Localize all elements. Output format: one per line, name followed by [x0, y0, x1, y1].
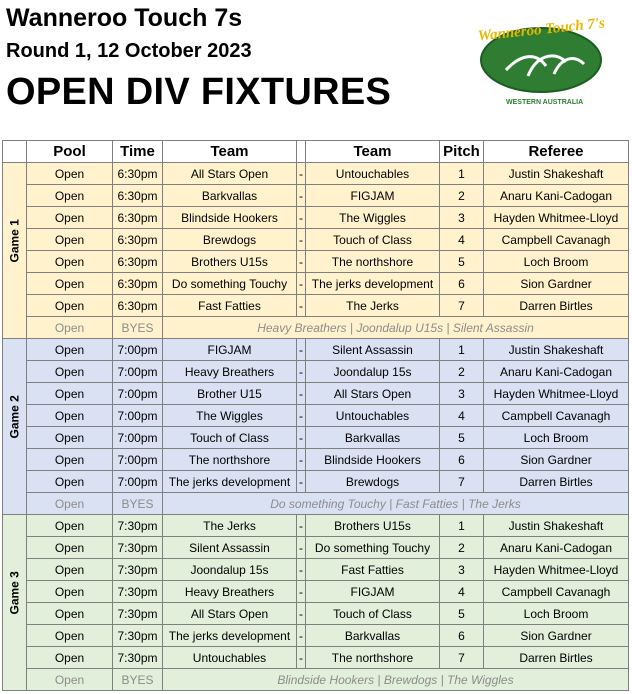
home-team-cell: All Stars Open: [163, 163, 297, 185]
home-team-cell: All Stars Open: [163, 603, 297, 625]
bye-row: [3, 669, 629, 691]
game-label-text: Game 1: [7, 218, 22, 262]
game-label-text: Game 2: [7, 394, 22, 438]
referee-cell: Loch Broom: [484, 603, 629, 625]
pitch-cell: 1: [440, 515, 484, 537]
table-row: [3, 383, 629, 405]
table-row: [3, 273, 629, 295]
home-team-cell: Do something Touchy: [163, 273, 297, 295]
header-corner: [3, 141, 27, 163]
bye-row: [3, 493, 629, 515]
away-team-cell: Brothers U15s: [306, 515, 440, 537]
table-row: [3, 647, 629, 669]
pool-cell: Open: [27, 559, 113, 581]
col-time: Time: [113, 141, 163, 163]
col-pitch: Pitch: [440, 141, 484, 163]
pitch-cell: 4: [440, 229, 484, 251]
bye-teams: Heavy Breathers | Joondalup U15s | Silent Assassin: [163, 317, 629, 339]
referee-cell: Sion Gardner: [484, 273, 629, 295]
table-row: [3, 207, 629, 229]
referee-cell: Darren Birtles: [484, 295, 629, 317]
pitch-cell: 3: [440, 383, 484, 405]
table-row: [3, 427, 629, 449]
home-team-cell: Silent Assassin: [163, 537, 297, 559]
table-row: [3, 515, 629, 537]
vs-separator: -: [297, 647, 306, 669]
time-cell: 7:30pm: [113, 515, 163, 537]
pool-cell: Open: [27, 537, 113, 559]
home-team-cell: Joondalup 15s: [163, 559, 297, 581]
away-team-cell: The northshore: [306, 251, 440, 273]
pool-cell: Open: [27, 625, 113, 647]
time-cell: 6:30pm: [113, 207, 163, 229]
home-team-cell: Blindside Hookers: [163, 207, 297, 229]
away-team-cell: Blindside Hookers: [306, 449, 440, 471]
col-pool: Pool: [27, 141, 113, 163]
home-team-cell: Barkvallas: [163, 185, 297, 207]
vs-separator: -: [297, 251, 306, 273]
pool-cell: Open: [27, 471, 113, 493]
logo-text-bottom: WESTERN AUSTRALIA: [506, 99, 584, 106]
home-team-cell: The northshore: [163, 449, 297, 471]
home-team-cell: The Jerks: [163, 515, 297, 537]
away-team-cell: Fast Fatties: [306, 559, 440, 581]
time-cell: 7:00pm: [113, 361, 163, 383]
pool-cell: Open: [27, 317, 113, 339]
time-cell: 6:30pm: [113, 185, 163, 207]
pool-cell: Open: [27, 251, 113, 273]
division-heading: OPEN DIV FIXTURES: [6, 71, 392, 113]
vs-separator: -: [297, 471, 306, 493]
time-cell: 6:30pm: [113, 163, 163, 185]
pitch-cell: 2: [440, 537, 484, 559]
referee-cell: Sion Gardner: [484, 625, 629, 647]
bye-row: [3, 317, 629, 339]
pool-cell: Open: [27, 185, 113, 207]
vs-separator: -: [297, 515, 306, 537]
pitch-cell: 6: [440, 273, 484, 295]
away-team-cell: Joondalup 15s: [306, 361, 440, 383]
pool-cell: Open: [27, 515, 113, 537]
table-row: [3, 559, 629, 581]
vs-separator: -: [297, 383, 306, 405]
col-referee: Referee: [484, 141, 629, 163]
pitch-cell: 5: [440, 427, 484, 449]
header-row: [3, 141, 629, 163]
pool-cell: Open: [27, 229, 113, 251]
pool-cell: Open: [27, 295, 113, 317]
referee-cell: Darren Birtles: [484, 471, 629, 493]
away-team-cell: Touch of Class: [306, 603, 440, 625]
vs-separator: -: [297, 405, 306, 427]
home-team-cell: The jerks development: [163, 625, 297, 647]
byes-label: BYES: [113, 317, 163, 339]
pitch-cell: 2: [440, 361, 484, 383]
vs-separator: -: [297, 559, 306, 581]
referee-cell: Sion Gardner: [484, 449, 629, 471]
home-team-cell: Brothers U15s: [163, 251, 297, 273]
pitch-cell: 7: [440, 471, 484, 493]
time-cell: 7:30pm: [113, 559, 163, 581]
pool-cell: Open: [27, 647, 113, 669]
table-row: [3, 185, 629, 207]
table-row: [3, 625, 629, 647]
away-team-cell: Barkvallas: [306, 625, 440, 647]
time-cell: 6:30pm: [113, 229, 163, 251]
pool-cell: Open: [27, 449, 113, 471]
time-cell: 7:30pm: [113, 625, 163, 647]
table-row: [3, 361, 629, 383]
pool-cell: Open: [27, 273, 113, 295]
home-team-cell: Heavy Breathers: [163, 581, 297, 603]
away-team-cell: FIGJAM: [306, 185, 440, 207]
pool-cell: Open: [27, 405, 113, 427]
pool-cell: Open: [27, 427, 113, 449]
away-team-cell: Do something Touchy: [306, 537, 440, 559]
home-team-cell: Heavy Breathers: [163, 361, 297, 383]
pool-cell: Open: [27, 581, 113, 603]
home-team-cell: Brother U15: [163, 383, 297, 405]
col-team-away: Team: [306, 141, 440, 163]
time-cell: 6:30pm: [113, 273, 163, 295]
pitch-cell: 1: [440, 339, 484, 361]
home-team-cell: FIGJAM: [163, 339, 297, 361]
byes-label: BYES: [113, 493, 163, 515]
time-cell: 7:00pm: [113, 383, 163, 405]
bye-teams: Blindside Hookers | Brewdogs | The Wiggles: [163, 669, 629, 691]
table-row: [3, 449, 629, 471]
vs-separator: -: [297, 207, 306, 229]
game-label: [3, 163, 27, 339]
vs-separator: -: [297, 273, 306, 295]
referee-cell: Darren Birtles: [484, 647, 629, 669]
pitch-cell: 6: [440, 625, 484, 647]
pitch-cell: 5: [440, 603, 484, 625]
pitch-cell: 7: [440, 295, 484, 317]
time-cell: 7:30pm: [113, 603, 163, 625]
logo-text-top: Wanneroo Touch 7's: [477, 15, 606, 45]
referee-cell: Justin Shakeshaft: [484, 339, 629, 361]
pool-cell: Open: [27, 207, 113, 229]
table-row: [3, 537, 629, 559]
table-row: [3, 251, 629, 273]
pool-cell: Open: [27, 339, 113, 361]
pool-cell: Open: [27, 383, 113, 405]
vs-separator: -: [297, 449, 306, 471]
pitch-cell: 1: [440, 163, 484, 185]
vs-separator: -: [297, 163, 306, 185]
home-team-cell: The Wiggles: [163, 405, 297, 427]
page-title: Wanneroo Touch 7s: [6, 4, 243, 32]
game-label: [3, 339, 27, 515]
pitch-cell: 4: [440, 405, 484, 427]
byes-label: BYES: [113, 669, 163, 691]
pool-cell: Open: [27, 361, 113, 383]
referee-cell: Anaru Kani-Cadogan: [484, 537, 629, 559]
away-team-cell: The jerks development: [306, 273, 440, 295]
time-cell: 7:00pm: [113, 427, 163, 449]
time-cell: 7:30pm: [113, 581, 163, 603]
away-team-cell: FIGJAM: [306, 581, 440, 603]
time-cell: 7:00pm: [113, 405, 163, 427]
time-cell: 7:30pm: [113, 537, 163, 559]
pitch-cell: 4: [440, 581, 484, 603]
col-team-home: Team: [163, 141, 297, 163]
vs-separator: -: [297, 537, 306, 559]
away-team-cell: Brewdogs: [306, 471, 440, 493]
vs-separator: -: [297, 603, 306, 625]
referee-cell: Anaru Kani-Cadogan: [484, 185, 629, 207]
referee-cell: Loch Broom: [484, 251, 629, 273]
referee-cell: Campbell Cavanagh: [484, 229, 629, 251]
referee-cell: Hayden Whitmee-Lloyd: [484, 207, 629, 229]
pitch-cell: 5: [440, 251, 484, 273]
pitch-cell: 3: [440, 559, 484, 581]
referee-cell: Campbell Cavanagh: [484, 581, 629, 603]
time-cell: 7:00pm: [113, 471, 163, 493]
away-team-cell: The Wiggles: [306, 207, 440, 229]
pool-cell: Open: [27, 669, 113, 691]
time-cell: 7:00pm: [113, 449, 163, 471]
away-team-cell: Untouchables: [306, 405, 440, 427]
home-team-cell: Touch of Class: [163, 427, 297, 449]
table-row: [3, 471, 629, 493]
col-separator: [297, 141, 306, 163]
table-row: [3, 295, 629, 317]
pitch-cell: 7: [440, 647, 484, 669]
vs-separator: -: [297, 229, 306, 251]
pitch-cell: 2: [440, 185, 484, 207]
home-team-cell: Fast Fatties: [163, 295, 297, 317]
home-team-cell: Brewdogs: [163, 229, 297, 251]
home-team-cell: Untouchables: [163, 647, 297, 669]
referee-cell: Hayden Whitmee-Lloyd: [484, 383, 629, 405]
home-team-cell: The jerks development: [163, 471, 297, 493]
time-cell: 7:00pm: [113, 339, 163, 361]
time-cell: 6:30pm: [113, 251, 163, 273]
table-row: [3, 581, 629, 603]
referee-cell: Justin Shakeshaft: [484, 163, 629, 185]
bye-teams: Do something Touchy | Fast Fatties | The Jerks: [163, 493, 629, 515]
away-team-cell: Touch of Class: [306, 229, 440, 251]
game-label: [3, 515, 27, 691]
away-team-cell: Untouchables: [306, 163, 440, 185]
fixtures-table: [2, 140, 629, 691]
referee-cell: Justin Shakeshaft: [484, 515, 629, 537]
vs-separator: -: [297, 185, 306, 207]
vs-separator: -: [297, 581, 306, 603]
away-team-cell: All Stars Open: [306, 383, 440, 405]
vs-separator: -: [297, 427, 306, 449]
referee-cell: Hayden Whitmee-Lloyd: [484, 559, 629, 581]
vs-separator: -: [297, 339, 306, 361]
table-row: [3, 163, 629, 185]
table-row: [3, 229, 629, 251]
pool-cell: Open: [27, 493, 113, 515]
referee-cell: Loch Broom: [484, 427, 629, 449]
time-cell: 6:30pm: [113, 295, 163, 317]
away-team-cell: Silent Assassin: [306, 339, 440, 361]
table-row: [3, 339, 629, 361]
referee-cell: Campbell Cavanagh: [484, 405, 629, 427]
pool-cell: Open: [27, 603, 113, 625]
pitch-cell: 6: [440, 449, 484, 471]
pitch-cell: 3: [440, 207, 484, 229]
vs-separator: -: [297, 295, 306, 317]
time-cell: 7:30pm: [113, 647, 163, 669]
away-team-cell: The northshore: [306, 647, 440, 669]
game-label-text: Game 3: [7, 570, 22, 614]
away-team-cell: Barkvallas: [306, 427, 440, 449]
referee-cell: Anaru Kani-Cadogan: [484, 361, 629, 383]
round-date: Round 1, 12 October 2023: [6, 40, 252, 62]
table-row: [3, 405, 629, 427]
vs-separator: -: [297, 625, 306, 647]
table-row: [3, 603, 629, 625]
pool-cell: Open: [27, 163, 113, 185]
vs-separator: -: [297, 361, 306, 383]
away-team-cell: The Jerks: [306, 295, 440, 317]
wanneroo-touch-logo: [466, 14, 616, 106]
